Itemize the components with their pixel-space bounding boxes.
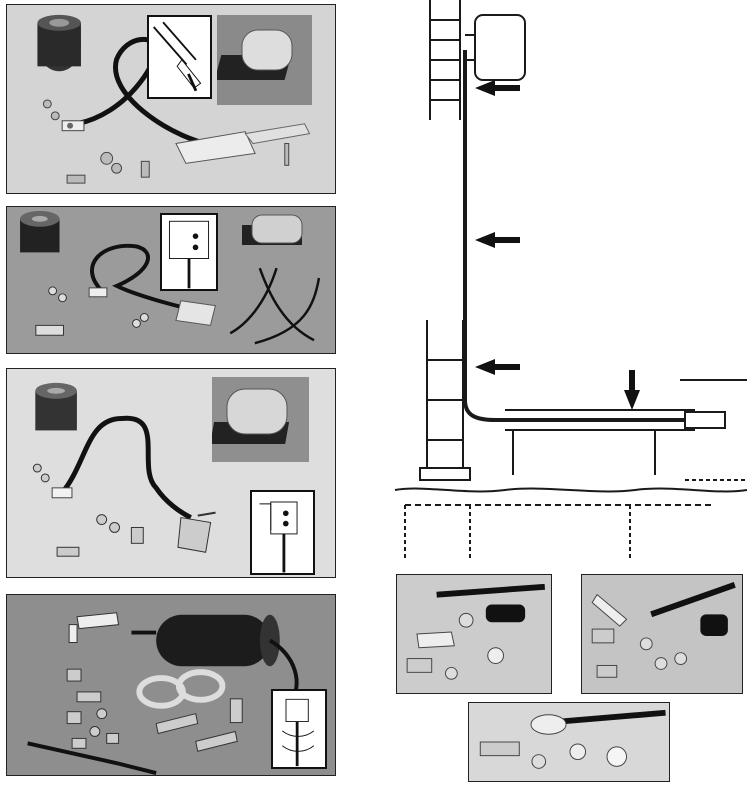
kit-panel-1 [6, 4, 336, 194]
antenna-icon [465, 15, 525, 80]
inset-drawing-4 [271, 689, 327, 769]
kit-panel-3 [6, 368, 336, 578]
tower-top [430, 0, 460, 120]
cable-ties-icon [230, 268, 319, 343]
kit-panel-4 [6, 594, 336, 776]
hardware-photo-2 [582, 575, 742, 693]
hardware-icon [33, 464, 143, 556]
inset-drawing-3 [250, 490, 315, 575]
tower-base [420, 320, 470, 480]
ground-line [395, 489, 747, 492]
kit-panel-2 [6, 206, 336, 354]
hardware-panel-2 [581, 574, 743, 694]
inset-photo-3 [212, 377, 309, 462]
tape-roll-icon [20, 211, 59, 252]
hardware-panel-3 [468, 702, 670, 782]
arrow-icon [475, 80, 640, 410]
bracket-icon [69, 613, 118, 643]
hose-clamps-icon [139, 672, 222, 706]
hardware-photo-3 [469, 703, 669, 781]
hardware-photo-1 [397, 575, 551, 693]
inset-drawing-1 [147, 15, 212, 99]
clamp-icon [178, 513, 216, 553]
hardware-panel-1 [396, 574, 552, 694]
inset-drawing-2 [160, 213, 218, 291]
inset-photo-1 [217, 15, 312, 105]
ground-cable-icon [62, 418, 191, 517]
tape-roll-icon [37, 15, 81, 71]
tape-roll-icon [35, 383, 77, 431]
tower-grounding-diagram [385, 0, 747, 570]
inset-photo-2 [232, 213, 322, 251]
weatherproof-sleeve-icon [156, 615, 280, 666]
